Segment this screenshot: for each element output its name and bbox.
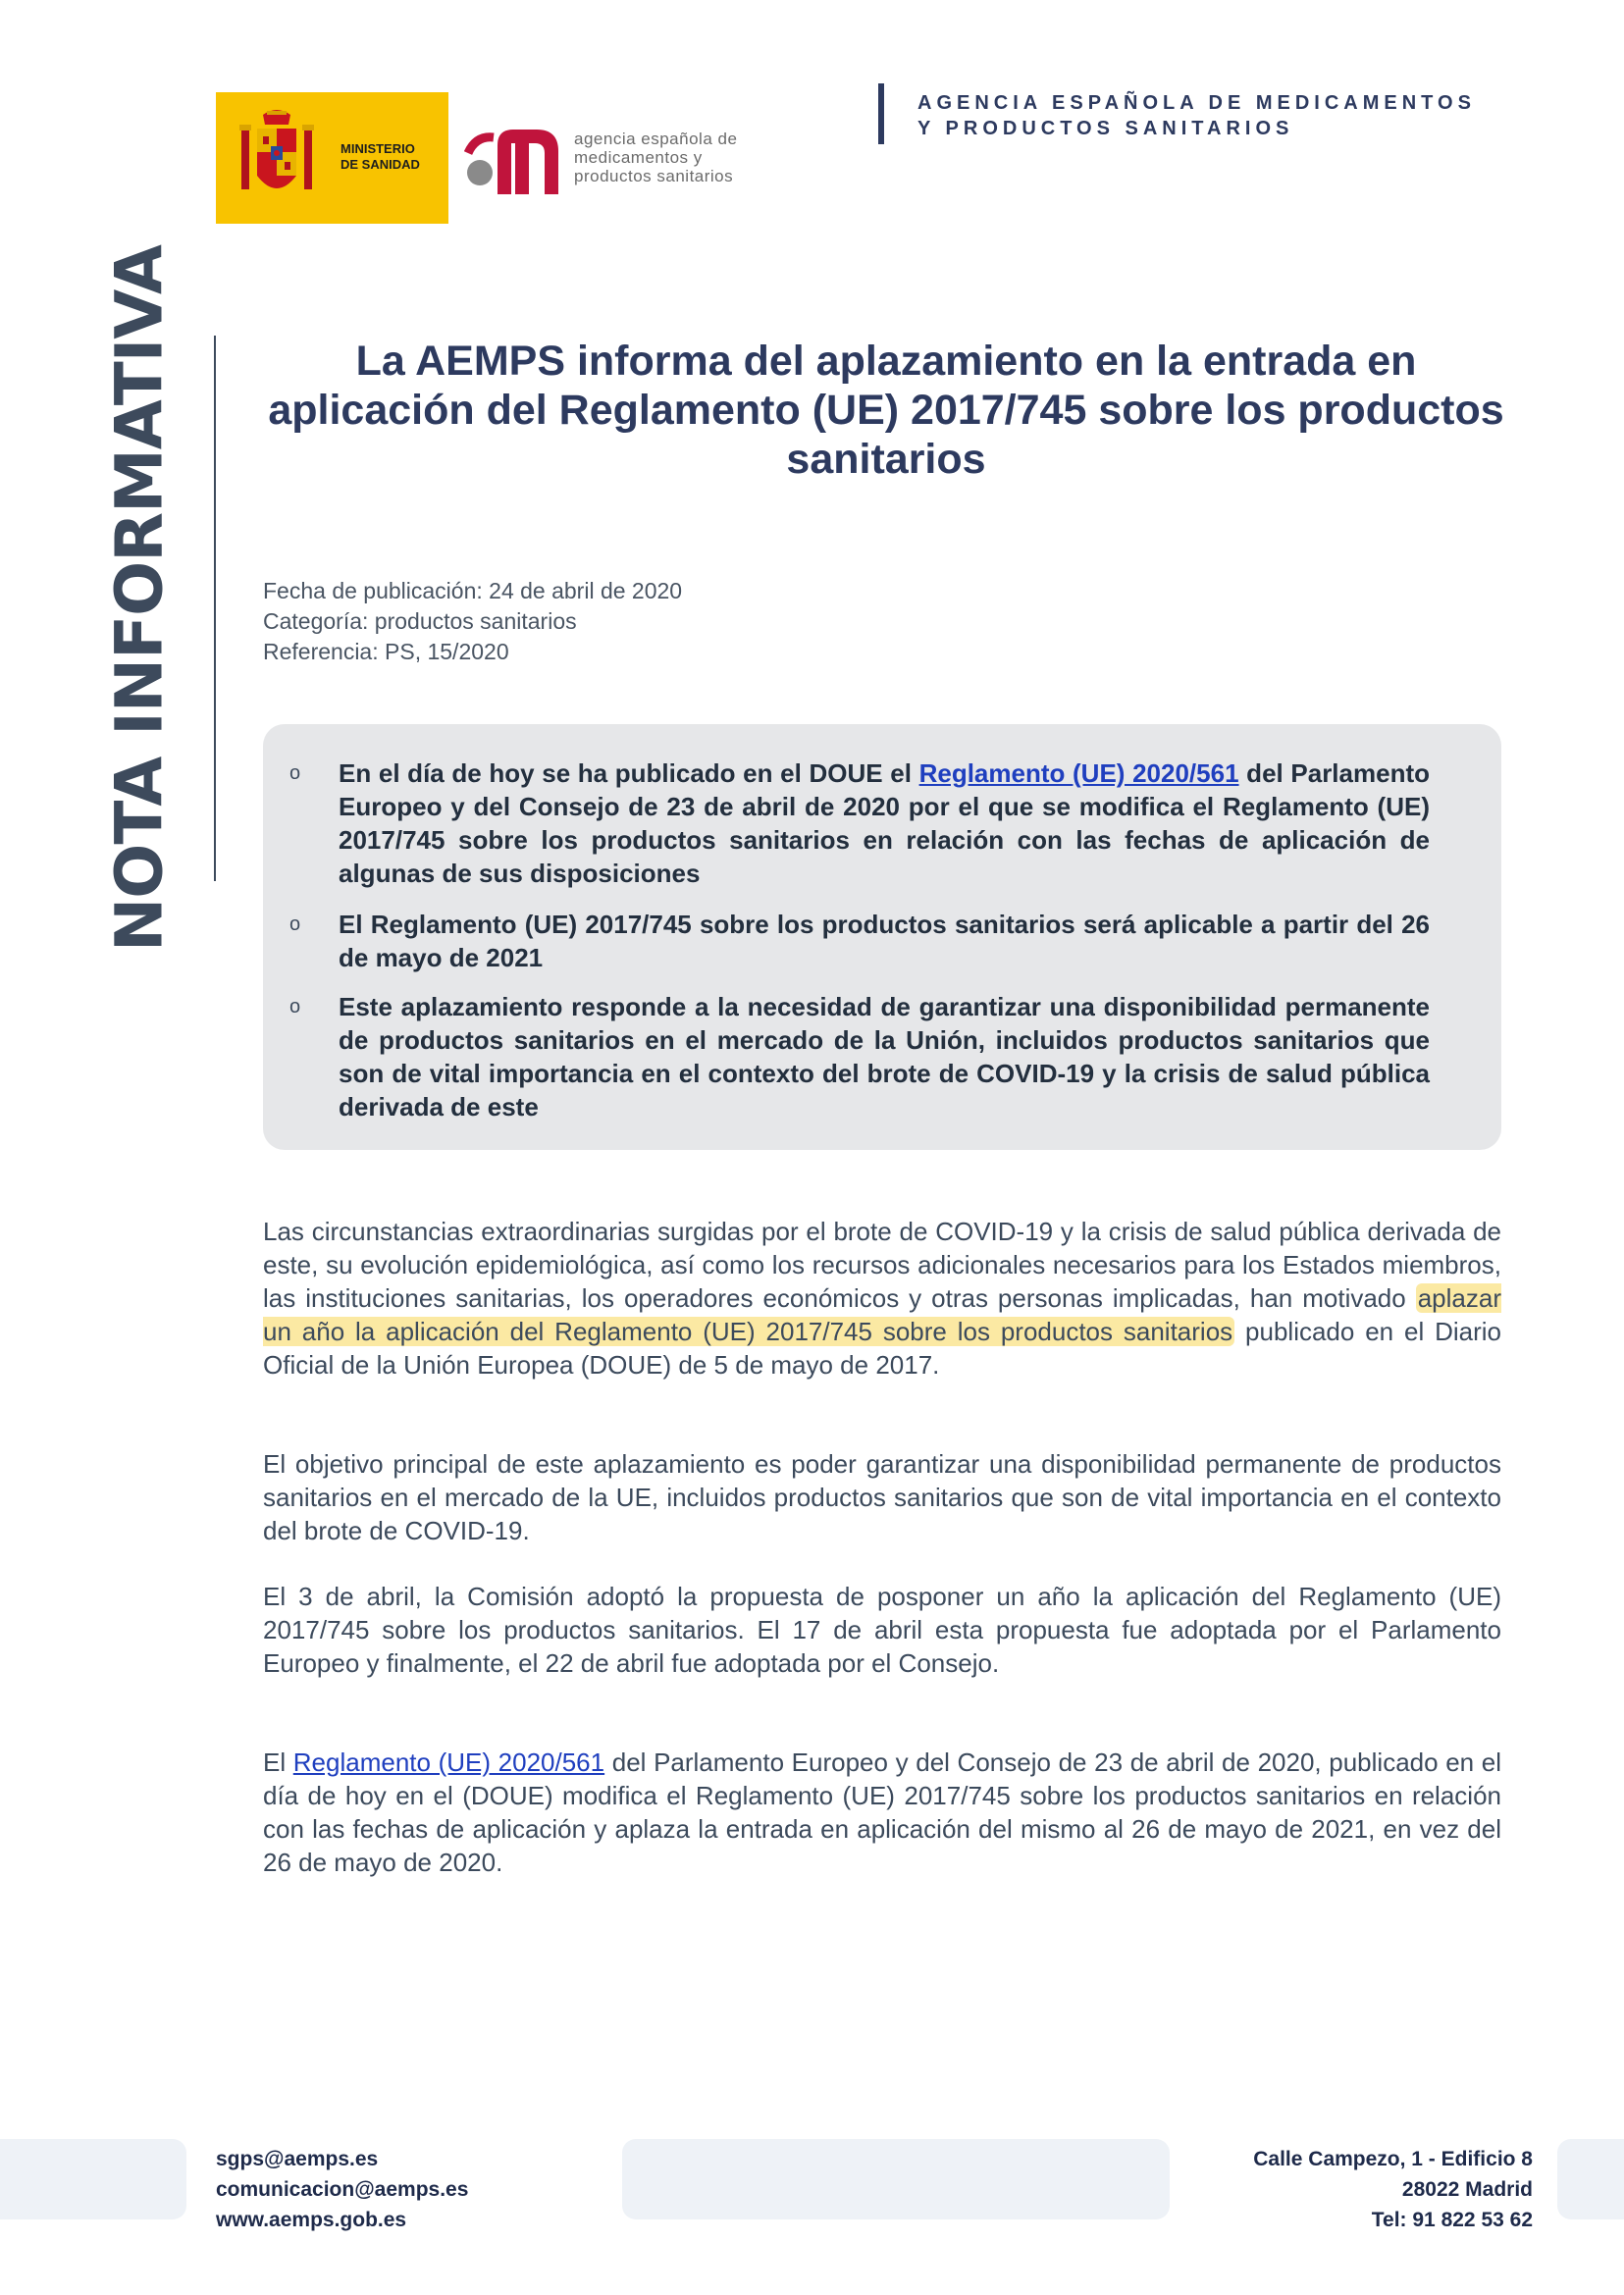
agency-name-line2: Y PRODUCTOS SANITARIOS (917, 118, 1294, 139)
footer-tab-middle (622, 2139, 1170, 2219)
regulation-link[interactable]: Reglamento (UE) 2020/561 (292, 1747, 605, 1777)
footer-phone: Tel: 91 822 53 62 (1371, 2209, 1533, 2231)
ministry-name (341, 141, 444, 173)
aemps-logo-line3: productos sanitarios (574, 167, 734, 185)
footer-website-link[interactable]: www.aemps.gob.es (216, 2209, 407, 2231)
body-paragraph-4-text-continued: del Parlamento Europeo y del Consejo de 23 de abril de 2020, publicado en el día de hoy en el (DOUE) modifica el Reglamento (UE) 2017/745 sobre los productos sanitarios en relación con las fechas de aplicación y aplaza la entrada en aplicación del mismo al 26 de mayo de 2021, en vez del 26 de mayo de 2020. (263, 1747, 1501, 1877)
footer-email-sgps[interactable]: sgps@aemps.es (216, 2148, 379, 2170)
summary-item-3: Este aplazamiento responde a la necesidad de garantizar una disponibilidad permanente de productos sanitarios en el mercado de la Unión, incluidos productos sanitarios que son de vital importancia en el contexto del brote de COVID-19 y la crisis de salud pública derivada de este (339, 992, 1430, 1121)
bullet-icon: o (289, 913, 301, 935)
agency-name (917, 90, 1604, 141)
bullet-icon: o (289, 996, 301, 1017)
regulation-link[interactable]: Reglamento (UE) 2020/561 (918, 758, 1239, 788)
agency-accent-bar (878, 83, 884, 144)
publication-category: Categoría: productos sanitarios (263, 608, 577, 634)
highlighted-text: aplazar un año la aplicación del Reglamento (UE) 2017/745 sobre los productos sanitarios (263, 1283, 1501, 1346)
body-paragraph-2: El objetivo principal de este aplazamiento es poder garantizar una disponibilidad permanente de productos sanitarios en el mercado de la UE, incluidos productos sanitarios que son de vital importancia en el contexto del brote de COVID-19. (263, 1449, 1501, 1545)
body-paragraph-4 (263, 1746, 1501, 1879)
footer-street: Calle Campezo, 1 - Edificio 8 (1253, 2148, 1533, 2170)
aemps-logo-text (574, 130, 780, 185)
publication-reference: Referencia: PS, 15/2020 (263, 639, 509, 664)
summary-item-2: El Reglamento (UE) 2017/745 sobre los productos sanitarios será aplicable a partir del 26 de mayo de 2021 (339, 910, 1430, 972)
publication-meta (263, 576, 1146, 667)
aemps-logo-line1: agencia española de (574, 130, 738, 148)
body-paragraph-4-text: El (263, 1747, 293, 1777)
aemps-logo (448, 92, 783, 224)
body-paragraph-1 (263, 1215, 1501, 1382)
footer-email-comunicacion[interactable]: comunicacion@aemps.es (216, 2178, 469, 2201)
side-label-container (90, 245, 188, 952)
summary-item-1 (339, 756, 1430, 890)
body-paragraph-1-text: Las circunstancias extraordinarias surgidas por el brote de COVID-19 y la crisis de salud pública derivada de este, su evolución epidemiológica, así como los recursos adicionales necesarios para los Estados miembros, las instituciones sanitarias, los operadores económicos y otras personas implicadas, han motivado (263, 1217, 1501, 1313)
aemps-logo-icon (464, 124, 562, 194)
agency-name-line1: AGENCIA ESPAÑOLA DE MEDICAMENTOS (917, 92, 1476, 114)
footer-tab-left (0, 2139, 186, 2219)
side-rule (214, 336, 216, 881)
page-title: La AEMPS informa del aplazamiento en la entrada en aplicación del Reglamento (UE) 2017/745 sobre los productos sanitarios (268, 338, 1504, 483)
footer-city: 28022 Madrid (1401, 2178, 1533, 2201)
summary-item-1-text-continued: del Parlamento Europeo y del Consejo de 23 de abril de 2020 por el que se modifica el Reglamento (UE) 2017/745 sobre los productos sanitarios en relación con las fechas de aplicación de algunas de sus disposiciones (339, 758, 1430, 888)
publication-date: Fecha de publicación: 24 de abril de 2020 (263, 578, 683, 603)
footer-tab-right (1557, 2139, 1624, 2219)
body-paragraph-1-text-continued: publicado en el Diario Oficial de la Unión Europea (DOUE) de 5 de mayo de 2017. (263, 1317, 1502, 1380)
summary-item-1-text: En el día de hoy se ha publicado en el DOUE el (339, 758, 919, 788)
ministry-name-line1: MINISTERIO (341, 141, 415, 156)
footer-address (1138, 2144, 1533, 2235)
bullet-icon: o (289, 762, 301, 784)
aemps-logo-line2: medicamentos y (574, 148, 703, 167)
ministry-logo (216, 92, 448, 224)
body-paragraph-3: El 3 de abril, la Comisión adoptó la propuesta de posponer un año la aplicación del Reglamento (UE) 2017/745 sobre los productos sanitarios. El 17 de abril esta propuesta fue adoptada por el Parlamento Europeo y finalmente, el 22 de abril fue adoptada por el Consejo. (263, 1582, 1501, 1678)
ministry-name-line2: DE SANIDAD (341, 157, 420, 172)
side-label: NOTA INFORMATIVA (101, 245, 178, 952)
coat-of-arms-icon (237, 107, 316, 209)
header-logos (216, 92, 783, 224)
footer-contacts (216, 2144, 608, 2235)
